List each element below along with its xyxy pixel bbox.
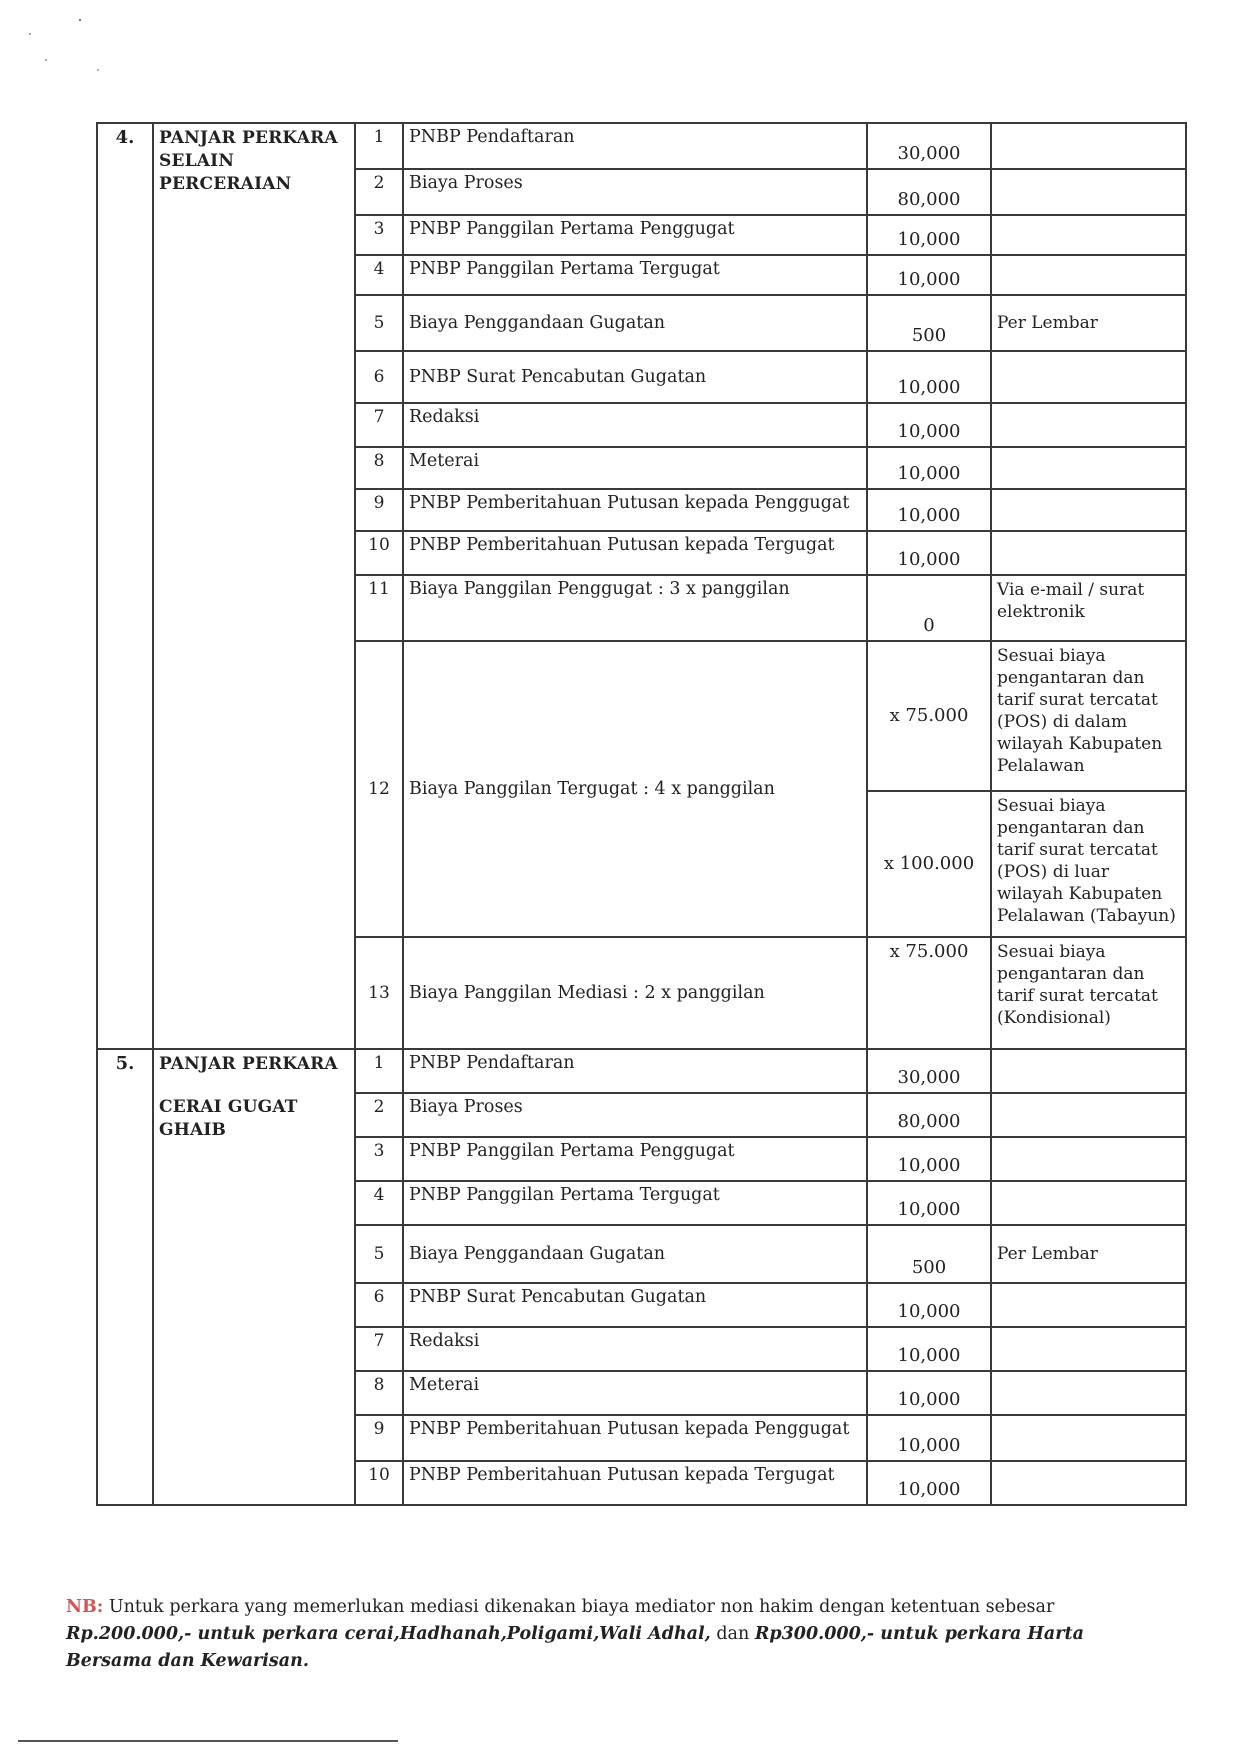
row-amount: x 100.000 xyxy=(867,791,991,937)
row-item: PNBP Pemberitahuan Putusan kepada Tergugat xyxy=(403,531,867,575)
row-note xyxy=(991,1049,1186,1093)
row-number: 8 xyxy=(355,1371,403,1415)
row-note xyxy=(991,351,1186,403)
row-amount: 10,000 xyxy=(867,1371,991,1415)
row-number: 9 xyxy=(355,489,403,531)
footnote-amount-2: Rp300.000,- untuk perkara Harta Bersama dan Kewarisan. xyxy=(66,1624,1084,1672)
row-amount: 10,000 xyxy=(867,1137,991,1181)
row-note: Via e-mail / surat elektronik xyxy=(991,575,1186,641)
row-item: PNBP Pendaftaran xyxy=(403,1049,867,1093)
section-title-line: SELAIN PERCERAIAN xyxy=(159,150,292,194)
row-note xyxy=(991,215,1186,255)
row-amount: x 75.000 xyxy=(867,641,991,791)
row-amount: 10,000 xyxy=(867,1327,991,1371)
row-amount: 10,000 xyxy=(867,351,991,403)
row-number: 9 xyxy=(355,1415,403,1461)
row-note xyxy=(991,1461,1186,1505)
row-note: Per Lembar xyxy=(991,295,1186,351)
row-amount: 10,000 xyxy=(867,403,991,447)
row-item: Biaya Panggilan Penggugat : 3 x panggilan xyxy=(403,575,867,641)
footnote-connector: dan xyxy=(716,1624,750,1645)
row-item: PNBP Panggilan Pertama Penggugat xyxy=(403,1137,867,1181)
row-number: 8 xyxy=(355,447,403,489)
row-note xyxy=(991,169,1186,215)
fee-table-body xyxy=(97,123,1186,1505)
row-note xyxy=(991,531,1186,575)
row-note: Per Lembar xyxy=(991,1225,1186,1283)
row-amount: 10,000 xyxy=(867,255,991,295)
row-number: 1 xyxy=(355,123,403,169)
row-item: PNBP Pendaftaran xyxy=(403,123,867,169)
row-item: Meterai xyxy=(403,447,867,489)
footnote-label: NB: xyxy=(66,1597,104,1617)
row-amount: 500 xyxy=(867,295,991,351)
row-item: Biaya Proses xyxy=(403,1093,867,1137)
row-item: PNBP Surat Pencabutan Gugatan xyxy=(403,1283,867,1327)
row-amount: 10,000 xyxy=(867,531,991,575)
row-amount: 10,000 xyxy=(867,1181,991,1225)
row-amount: 500 xyxy=(867,1225,991,1283)
row-note xyxy=(991,1371,1186,1415)
row-number: 7 xyxy=(355,1327,403,1371)
section-title xyxy=(153,1049,355,1505)
row-item: PNBP Panggilan Pertama Penggugat xyxy=(403,215,867,255)
row-note xyxy=(991,1093,1186,1137)
row-amount: 10,000 xyxy=(867,1461,991,1505)
row-note xyxy=(991,447,1186,489)
row-amount: 10,000 xyxy=(867,1283,991,1327)
row-item: Meterai xyxy=(403,1371,867,1415)
row-amount: 80,000 xyxy=(867,169,991,215)
row-note xyxy=(991,1283,1186,1327)
row-item: Redaksi xyxy=(403,403,867,447)
row-note xyxy=(991,403,1186,447)
row-number: 5 xyxy=(355,1225,403,1283)
row-item: Biaya Penggandaan Gugatan xyxy=(403,1225,867,1283)
footnote xyxy=(66,1594,1146,1675)
table-row xyxy=(97,1049,1186,1093)
row-note xyxy=(991,1327,1186,1371)
row-note xyxy=(991,489,1186,531)
row-item: Redaksi xyxy=(403,1327,867,1371)
row-amount: 10,000 xyxy=(867,215,991,255)
scan-specks xyxy=(0,0,110,80)
row-note xyxy=(991,255,1186,295)
row-amount: 10,000 xyxy=(867,1415,991,1461)
row-number: 3 xyxy=(355,1137,403,1181)
section-number: 5. xyxy=(97,1049,153,1505)
row-note xyxy=(991,123,1186,169)
row-number: 2 xyxy=(355,1093,403,1137)
row-item: PNBP Pemberitahuan Putusan kepada Penggugat xyxy=(403,1415,867,1461)
row-number: 11 xyxy=(355,575,403,641)
row-number: 2 xyxy=(355,169,403,215)
footer-rule xyxy=(18,1740,398,1742)
row-number: 13 xyxy=(355,937,403,1049)
row-item: PNBP Pemberitahuan Putusan kepada Penggugat xyxy=(403,489,867,531)
table-row xyxy=(97,123,1186,169)
row-item: Biaya Panggilan Tergugat : 4 x panggilan xyxy=(403,641,867,937)
row-number: 12 xyxy=(355,641,403,937)
row-amount: 30,000 xyxy=(867,1049,991,1093)
row-item: Biaya Penggandaan Gugatan xyxy=(403,295,867,351)
row-number: 7 xyxy=(355,403,403,447)
row-amount: 80,000 xyxy=(867,1093,991,1137)
row-number: 10 xyxy=(355,1461,403,1505)
row-amount: 10,000 xyxy=(867,447,991,489)
row-note xyxy=(991,1181,1186,1225)
section-number: 4. xyxy=(97,123,153,1049)
row-number: 4 xyxy=(355,1181,403,1225)
row-amount: 0 xyxy=(867,575,991,641)
row-note xyxy=(991,1415,1186,1461)
row-amount: 10,000 xyxy=(867,489,991,531)
footnote-text: Untuk perkara yang memerlukan mediasi dikenakan biaya mediator non hakim dengan ketentuan sebesar xyxy=(108,1597,1055,1617)
row-item: Biaya Panggilan Mediasi : 2 x panggilan xyxy=(403,937,867,1049)
footnote-amount-1: Rp.200.000,- untuk perkara cerai,Hadhanah,Poligami,Wali Adhal, xyxy=(66,1624,711,1645)
section-title-line: PANJAR PERKARA xyxy=(159,128,338,148)
section-title-line: CERAI GUGAT GHAIB xyxy=(159,1096,298,1140)
row-number: 4 xyxy=(355,255,403,295)
row-item: PNBP Panggilan Pertama Tergugat xyxy=(403,1181,867,1225)
row-amount: 30,000 xyxy=(867,123,991,169)
row-note xyxy=(991,1137,1186,1181)
row-number: 6 xyxy=(355,1283,403,1327)
row-item: PNBP Surat Pencabutan Gugatan xyxy=(403,351,867,403)
row-item: Biaya Proses xyxy=(403,169,867,215)
row-number: 6 xyxy=(355,351,403,403)
section-title-line: PANJAR PERKARA xyxy=(159,1054,338,1074)
row-number: 1 xyxy=(355,1049,403,1093)
row-amount: x 75.000 xyxy=(867,937,991,1049)
row-note: Sesuai biaya pengantaran dan tarif surat tercatat (Kondisional) xyxy=(991,937,1186,1049)
section-title xyxy=(153,123,355,1049)
row-note: Sesuai biaya pengantaran dan tarif surat tercatat (POS) di luar wilayah Kabupaten Pelalawan (Tabayun) xyxy=(991,791,1186,937)
row-number: 3 xyxy=(355,215,403,255)
row-number: 10 xyxy=(355,531,403,575)
row-number: 5 xyxy=(355,295,403,351)
row-item: PNBP Pemberitahuan Putusan kepada Tergugat xyxy=(403,1461,867,1505)
row-item: PNBP Panggilan Pertama Tergugat xyxy=(403,255,867,295)
row-note: Sesuai biaya pengantaran dan tarif surat tercatat (POS) di dalam wilayah Kabupaten Pelalawan xyxy=(991,641,1186,791)
fee-table xyxy=(96,122,1187,1506)
